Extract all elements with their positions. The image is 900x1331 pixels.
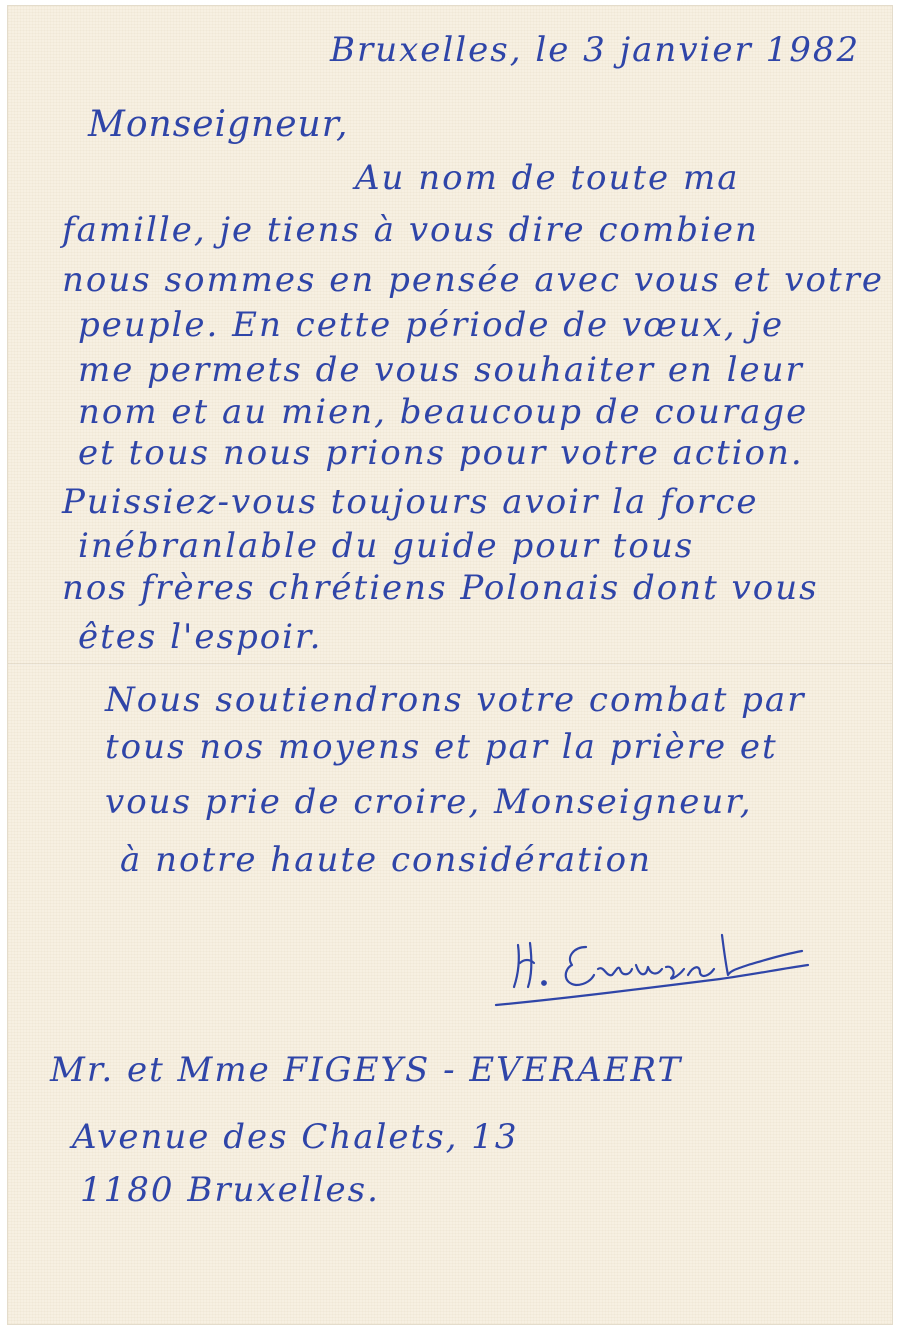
body-line: inébranlable du guide pour tous — [78, 526, 695, 566]
handwritten-signature — [490, 925, 820, 1015]
body-line: Au nom de toute ma — [355, 158, 740, 198]
closing-line: tous nos moyens et par la prière et — [105, 727, 778, 767]
address-city: 1180 Bruxelles. — [80, 1170, 380, 1210]
body-line: me permets de vous souhaiter en leur — [78, 350, 804, 390]
closing-line: vous prie de croire, Monseigneur, — [105, 782, 753, 822]
body-line: êtes l'espoir. — [78, 617, 323, 657]
body-line: Puissiez-vous toujours avoir la force — [62, 482, 759, 522]
body-line: nos frères chrétiens Polonais dont vous — [62, 568, 819, 608]
address-street: Avenue des Chalets, 13 — [72, 1117, 519, 1157]
body-line: et tous nous prions pour votre action. — [78, 433, 804, 473]
closing-line: à notre haute considération — [120, 840, 652, 880]
address-name: Mr. et Mme FIGEYS - EVERAERT — [50, 1050, 683, 1090]
body-line: peuple. En cette période de vœux, je — [78, 305, 785, 345]
letter-date: Bruxelles, le 3 janvier 1982 — [330, 30, 861, 70]
closing-line: Nous soutiendrons votre combat par — [105, 680, 806, 720]
body-line: famille, je tiens à vous dire combien — [62, 210, 759, 250]
salutation: Monseigneur, — [88, 104, 349, 145]
body-line: nom et au mien, beaucoup de courage — [78, 392, 809, 432]
body-line: nous sommes en pensée avec vous et votre — [62, 260, 884, 300]
paper-fold-crease — [8, 663, 892, 665]
